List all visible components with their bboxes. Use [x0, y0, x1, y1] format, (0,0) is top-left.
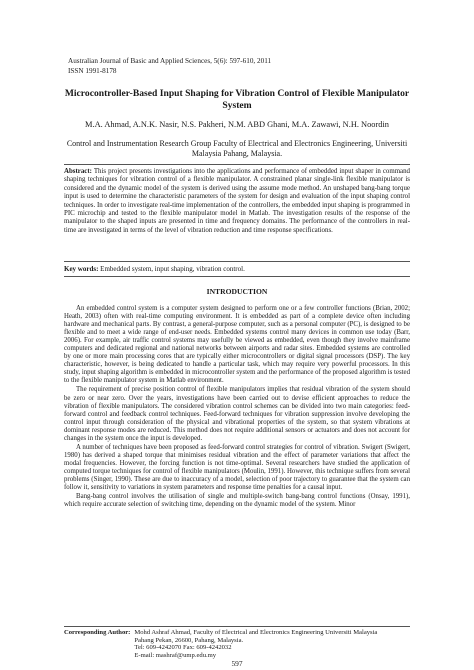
footnote-label: Corresponding Author: — [64, 629, 131, 636]
paper-title: Microcontroller-Based Input Shaping for Vibration Control of Flexible Manipulator System — [64, 88, 410, 111]
footnote-rule — [64, 626, 410, 627]
keywords-label: Key words: — [64, 265, 99, 273]
body-paragraph: The requirement of precise position control of flexible manipulators implies that residual vibration of the system should be zero or near zero. Over the years, investigations have been carried out to devise efficient approaches to reduce the vibration of flexible manipulators. The considered vibration control schemes can be divided into two main categories: feed-forward control and feedback control techniques. Feed-forward techniques for vibration suppression involve developing the control input through consideration of the physical and vibrational properties of the system, so that system vibrations at dominant response modes are reduced. This method does not require additional sensors or actuators and does not account for changes in the system once the input is developed. — [64, 386, 410, 442]
issn: ISSN 1991-8178 — [68, 67, 117, 75]
body-paragraph: A number of techniques have been proposed as feed-forward control strategies for control of vibration. Swigert (Swigert, 1980) has derived a shaped torque that minimises residual vibration and the effect of parameter variations that affect the modal frequencies. However, the forcing function is not time-optimal. Several researchers have studied the application of computed torque techniques for control of flexible manipulators (Moulin, 1991). However, this technique suffers from several problems (Singer, 1990). These are due to inaccuracy of a model, selection of poor trajectory to guarantee that the system can follow it, sensitivity to variations in system parameters and response time penalties for a causal input. — [64, 443, 410, 492]
abstract — [64, 168, 410, 235]
footnote-line: Pahang Pekan, 26600, Pahang, Malaysia. — [134, 636, 244, 644]
footnote-line: Tel: 609-4242070 Fax: 609-4242032 — [134, 644, 232, 652]
abstract-text: This project presents investigations into the applications and performance of embedded input shaper in command shaping techniques for vibration control of a flexible manipulator. A constrained planar single-link flexible manipulator is considered and the dynamic model of the system is derived using the assume mode method. An unshaped bang-bang torque input is used to determine the characteristic parameters of the system for design and evaluation of the input shaping control techniques. In order to investigate real-time implementation of the controllers, the embedded input shaping is programmed in PIC microchip and tested to the flexible manipulator model in Matlab. The investigation results of the response of the manipulator to the shaped inputs are presented in time and frequency domains. The performance of the controllers in real-time are investigated in terms of the level of vibration reduction and time response specifications. — [64, 168, 410, 234]
body-paragraph: An embedded control system is a computer system designed to perform one or a few controller functions (Brian, 2002; Heath, 2003) often with real-time computing environment. It is embedded as part of a complete device often including hardware and mechanical parts. By contrast, a general-purpose computer, such as a personal computer (PC), is designed to be flexible and to meet a wide range of end-user needs. Embedded systems control many devices in common use today (Barr, 2006). For example, air traffic control systems may usefully be viewed as embedded, even though they involve mainframe computers and dedicated regional and national networks between airports and radar sites. Embedded systems are controlled by one or more main processing cores that are typically either microcontrollers or digital signal processors (DSP). The key characteristic, however, is being dedicated to handle a particular task, which may require very powerful processors. In this study, input shaping algorithm is embedded in microcontroller system and the performance of the proposed algorithm is tested to the flexible manipulator system in Matlab environment. — [64, 305, 410, 385]
body-paragraph: Bang-bang control involves the utilisation of single and multiple-switch bang-bang control functions (Onsay, 1991), which require accurate selection of switching time, depending on the dynamic model of the system. Minor — [64, 493, 410, 509]
abstract-top-rule — [64, 164, 410, 165]
footnote-text — [134, 629, 377, 659]
footnote-line: E-mail: mashraf@ump.edu.my — [134, 651, 217, 659]
abstract-bottom-rule — [64, 261, 410, 262]
corresponding-author-footnote — [64, 629, 410, 659]
author-list: M.A. Ahmad, A.N.K. Nasir, N.S. Pakheri, N.M. ABD Ghani, M.A. Zawawi, N.H. Noordin — [85, 120, 389, 129]
affiliation: Control and Instrumentation Research Group Faculty of Electrical and Electronics Engineering, Universiti Malaysia Pahang, Malaysia. — [66, 139, 408, 158]
journal-header — [68, 56, 271, 76]
introduction-body — [64, 305, 410, 509]
footnote-line: Mohd Ashraf Ahmad, Faculty of Electrical and Electronics Engineering Universiti Malaysia — [134, 629, 378, 636]
abstract-label: Abstract: — [64, 168, 92, 175]
keywords — [64, 265, 410, 274]
page-number: 597 — [231, 659, 243, 668]
journal-citation: Australian Journal of Basic and Applied Sciences, 5(6): 597-610, 2011 — [68, 57, 272, 65]
section-heading-introduction: INTRODUCTION — [206, 287, 268, 296]
keywords-rule — [64, 276, 410, 277]
keywords-text: Embedded system, input shaping, vibration control. — [100, 265, 245, 273]
